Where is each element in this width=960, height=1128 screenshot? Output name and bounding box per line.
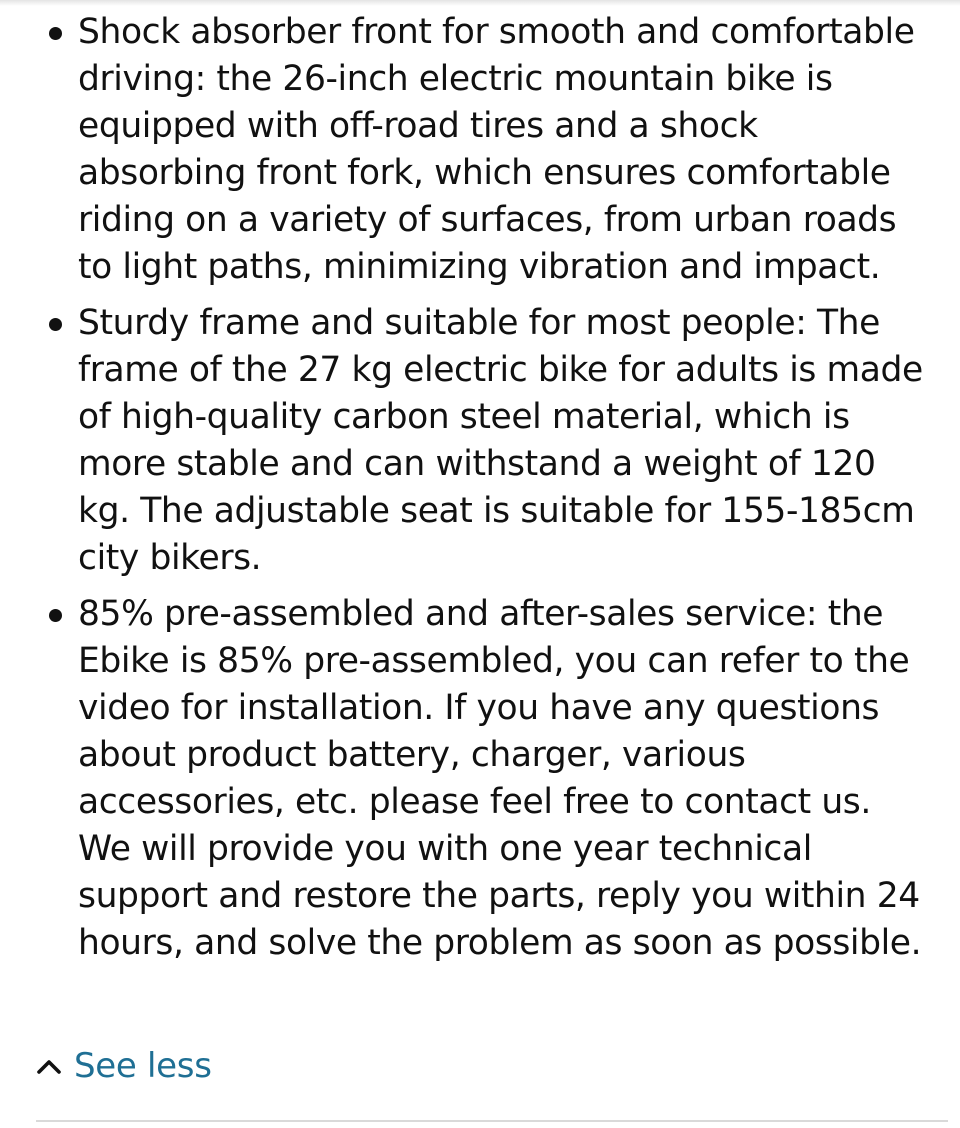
chevron-up-icon [34,1051,68,1081]
bullet-dot-icon [49,609,62,622]
bullet-dot-icon [49,318,62,331]
feature-bullet-3 [0,591,960,967]
feature-bullet-text: Shock absorber front for smooth and comfortable driving: the 26-inch electric mountain bike is equipped with off-road tires and a shock absorbing front fork, which ensures comfortable riding on a variety of surfaces, from urban roads to light paths, minimizing vibration and impact. [78,12,915,287]
top-shadow [0,0,960,6]
feature-bullet-text: 85% pre-assembled and after-sales service: the Ebike is 85% pre-assembled, you can refer to the video for installation. If you have any questions about product battery, charger, various accessories, etc. please feel free to contact us. We will provide you with one year technical support and restore the parts, reply you within 24 hours, and solve the problem as soon as possible. [78,594,922,963]
feature-bullet-list [0,9,960,976]
section-divider [36,1120,948,1122]
see-less-label[interactable]: See less [74,1046,212,1086]
feature-bullet-2 [0,300,960,582]
feature-bullet-text: Sturdy frame and suitable for most people: The frame of the 27 kg electric bike for adults is made of high-quality carbon steel material, which is more stable and can withstand a weight of 120 kg. The adjustable seat is suitable for 155-185cm city bikers. [78,303,923,578]
feature-bullet-1 [0,9,960,291]
see-less-toggle[interactable] [34,1042,212,1090]
bullet-dot-icon [49,27,62,40]
